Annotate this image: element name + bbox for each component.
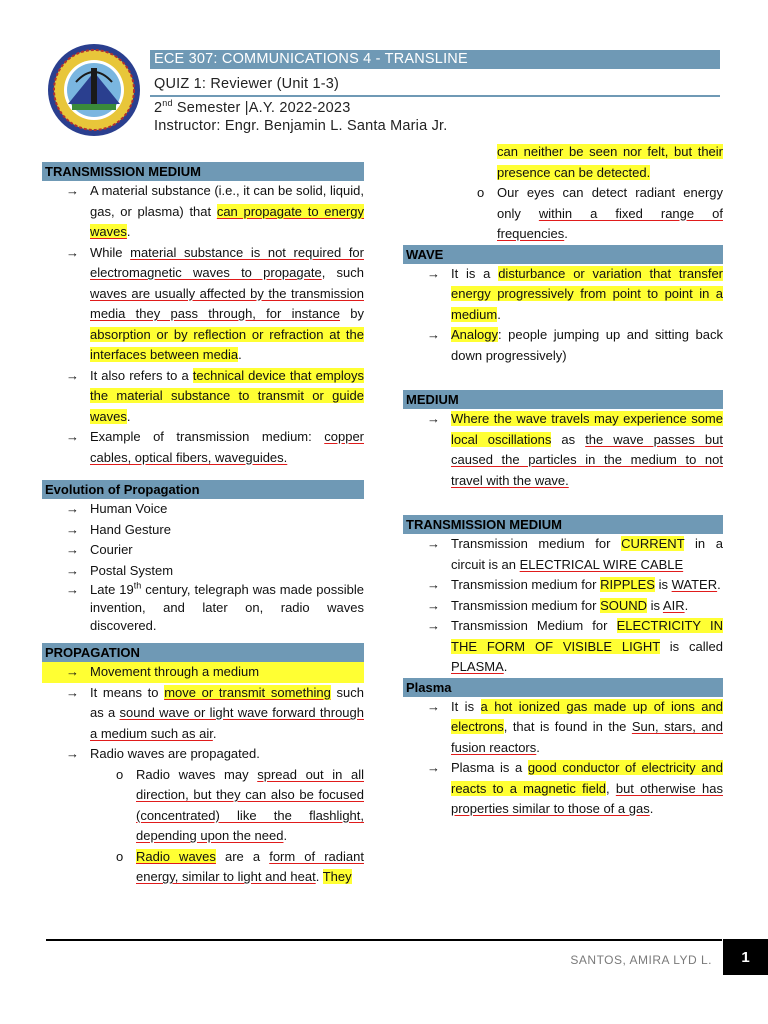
section-transmission-medium: TRANSMISSION MEDIUM bbox=[42, 162, 364, 181]
list-item: → A material substance (i.e., it can be solid, liquid, gas, or plasma) that can propagate to energy waves. bbox=[66, 183, 365, 239]
university-seal-logo bbox=[46, 42, 142, 138]
course-title: ECE 307: COMMUNICATIONS 4 - TRANSLINE bbox=[150, 50, 720, 69]
list-item: → It means to move or transmit something such as a sound wave or light wave forward through a medium such as air. bbox=[66, 684, 365, 741]
sub-list-continuation: can neither be seen nor felt, but their presence can be detected. bbox=[497, 144, 723, 180]
list-item: → Late 19th century, telegraph was made possible invention, and later on, radio waves discovered. bbox=[66, 580, 364, 633]
header-divider bbox=[150, 95, 720, 97]
section-transmission-medium-2: TRANSMISSION MEDIUM bbox=[403, 515, 723, 534]
list-item: → Transmission medium for SOUND is AIR. bbox=[427, 597, 689, 613]
sub-list-item: o Radio waves are a form of radiant energy, similar to light and heat. They bbox=[116, 848, 364, 884]
list-item: → Postal System bbox=[66, 562, 174, 578]
document-header bbox=[150, 50, 720, 135]
section-medium: MEDIUM bbox=[403, 390, 723, 409]
page-number: 1 bbox=[723, 939, 768, 975]
list-item: → It also refers to a technical device that employs the material substance to transmit or guide waves. bbox=[66, 367, 364, 424]
list-item: → Radio waves are propagated. bbox=[66, 746, 260, 761]
list-item: → Transmission medium for RIPPLES is WATER. bbox=[427, 577, 721, 592]
footer-divider bbox=[46, 939, 722, 941]
list-item: → Movement through a medium bbox=[42, 662, 364, 683]
section-evolution-of-propagation: Evolution of Propagation bbox=[42, 480, 364, 499]
list-item: → It is a disturbance or variation that transfer energy progressively from point to point in a medium. bbox=[427, 265, 723, 322]
list-item: → Where the wave travels may experience some local oscillations as the wave passes but caused the particles in the medium to not travel with the wave. bbox=[427, 411, 723, 488]
sub-list-item: o Radio waves may spread out in all direction, but they can also be focused (concentrated) like the flashlight, depending upon the need. bbox=[116, 766, 364, 843]
sub-list-item: o Our eyes can detect radiant energy only within a fixed range of frequencies. bbox=[477, 185, 723, 241]
list-item: → Transmission medium for CURRENT in a circuit is an ELECTRICAL WIRE CABLE bbox=[427, 536, 723, 572]
quiz-title: QUIZ 1: Reviewer (Unit 1-3) bbox=[154, 76, 340, 92]
list-item: → Courier bbox=[66, 542, 133, 557]
section-propagation: PROPAGATION bbox=[42, 643, 364, 662]
left-column bbox=[42, 162, 364, 888]
list-item: → Analogy: people jumping up and sitting back down progressively) bbox=[427, 327, 723, 363]
list-item: → It is a hot ionized gas made up of ions and electrons, that is found in the Sun, stars, and fusion reactors. bbox=[427, 698, 723, 755]
list-item: → Human Voice bbox=[66, 501, 168, 516]
author-name: SANTOS, AMIRA LYD L. bbox=[570, 953, 712, 967]
instructor-line: Instructor: Engr. Benjamin L. Santa Maria Jr. bbox=[154, 118, 448, 134]
right-column bbox=[403, 142, 723, 820]
list-item: → Hand Gesture bbox=[66, 521, 171, 537]
list-item: → Transmission Medium for ELECTRICITY IN THE FORM OF VISIBLE LIGHT is called PLASMA. bbox=[427, 618, 723, 674]
list-item: → While material substance is not required for electromagnetic waves to propagate, such waves are usually affected by the transmission media they pass through, for instance by absorption or by reflection or refraction at the interfaces between media. bbox=[66, 244, 365, 362]
list-item: → Plasma is a good conductor of electricity and reacts to a magnetic field, but otherwise has properties similar to those of a gas. bbox=[427, 760, 723, 816]
section-wave: WAVE bbox=[403, 245, 723, 264]
list-item: → Example of transmission medium: copper cables, optical fibers, waveguides. bbox=[66, 429, 364, 465]
semester-line: 2nd Semester |A.Y. 2022-2023 bbox=[154, 98, 351, 116]
section-plasma: Plasma bbox=[403, 678, 723, 697]
